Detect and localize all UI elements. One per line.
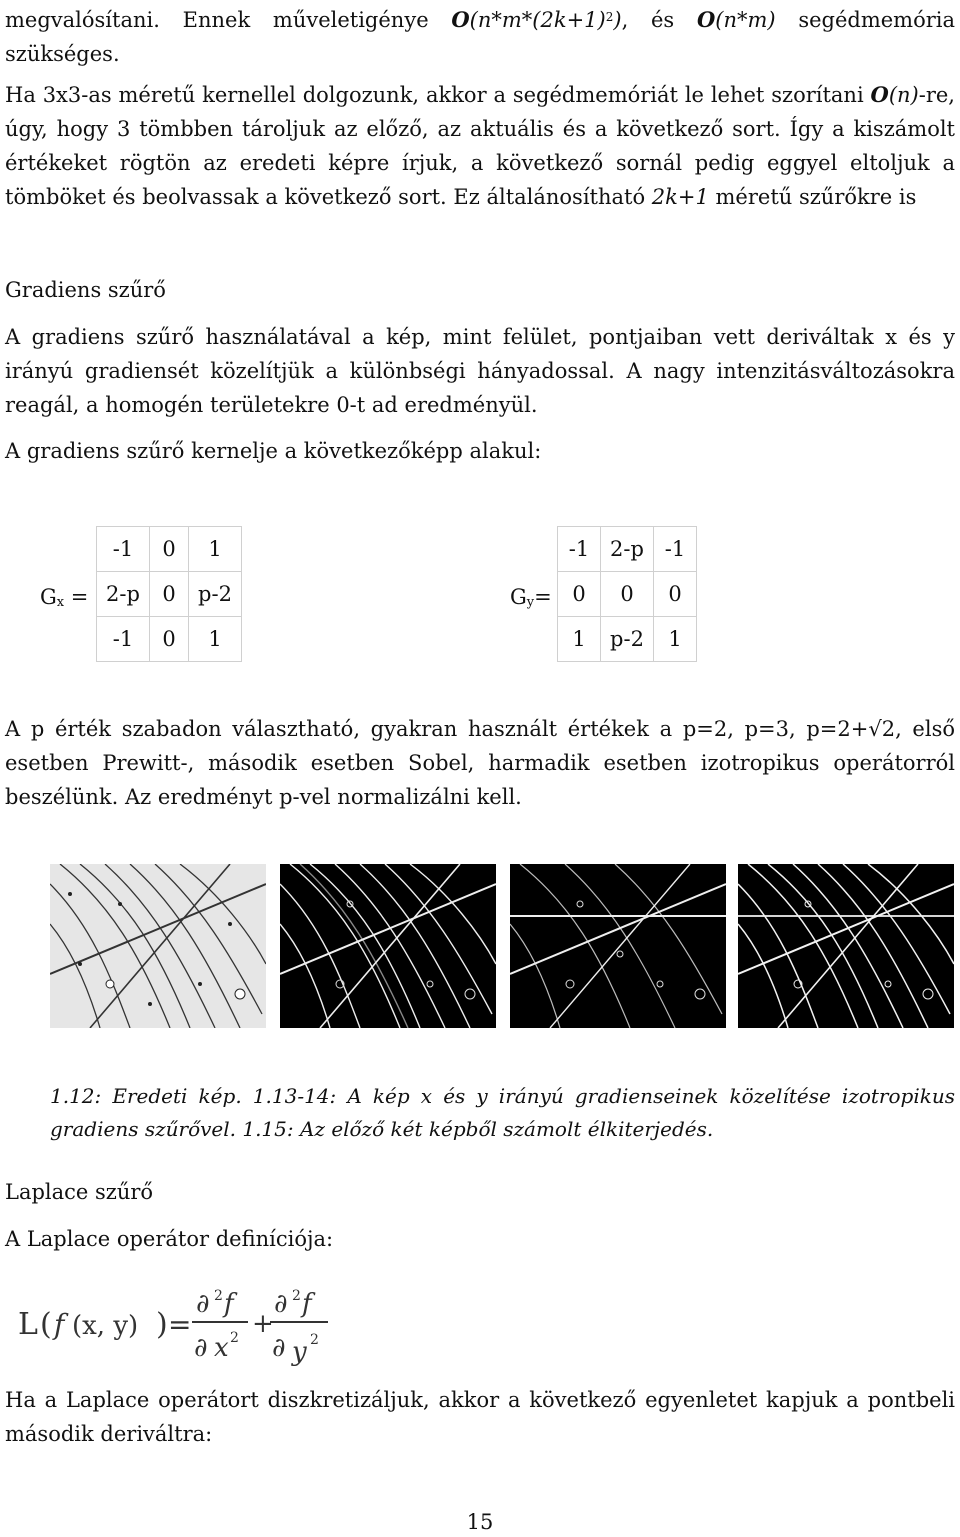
gy-cell: 1 bbox=[654, 617, 697, 662]
gy-row bbox=[558, 617, 697, 662]
intro-paragraph: megvalósítani. Ennek műveletigénye $O(n*m*(2k+1)^2)$, és O(n*m) segédmemória szükséges. bbox=[5, 7, 956, 66]
svg-text:f: f bbox=[54, 1308, 65, 1341]
gx-kernel-table bbox=[96, 526, 242, 662]
complexity-arg: (n*m*(2k+1) bbox=[469, 8, 606, 32]
svg-text:2: 2 bbox=[292, 1288, 301, 1304]
complexity-o: O bbox=[451, 7, 470, 32]
svg-text:L: L bbox=[18, 1307, 38, 1342]
edge-drawing bbox=[738, 864, 954, 1028]
gx-label: $G_x$ = bbox=[40, 585, 89, 610]
sqrt-symbol: √ bbox=[868, 717, 882, 741]
laplace-definition: A Laplace operátor definíciója: bbox=[5, 1227, 334, 1251]
gradient-paragraph: A gradiens szűrő használatával a kép, mint felület, pontjaiban vett deriváltak x és y irányú gradiensét közelítjük a különbségi hányadossal. A nagy intenzitásváltozásokra reagál, a homogén területekre 0-t ad eredményül. bbox=[5, 325, 955, 417]
svg-text:∂: ∂ bbox=[274, 1289, 288, 1319]
gx-cell: 1 bbox=[189, 617, 242, 662]
gy-cell: 0 bbox=[654, 572, 697, 617]
svg-text:∂: ∂ bbox=[194, 1333, 208, 1363]
p-values-paragraph: A p érték szabadon választható, gyakran használt értékek a p=2, p=3, p=2+√2, első esetben Prewitt-, második esetben Sobel, harmadik esetben izotropikus operátorról beszélünk. Az eredményt p-vel normalizálni kell. bbox=[5, 717, 955, 809]
svg-text:2: 2 bbox=[214, 1288, 223, 1304]
gx-cell: 2-p bbox=[97, 572, 150, 617]
gy-kernel-table bbox=[557, 526, 697, 662]
gy-cell: -1 bbox=[654, 527, 697, 572]
gy-cell: p-2 bbox=[601, 617, 654, 662]
gx-cell: p-2 bbox=[189, 572, 242, 617]
svg-text:x: x bbox=[214, 1333, 229, 1363]
gradient-heading: Gradiens szűrő bbox=[5, 278, 166, 302]
gradient-x-image bbox=[280, 864, 496, 1028]
svg-text:f: f bbox=[302, 1289, 312, 1319]
gx-row bbox=[97, 527, 242, 572]
figure-caption: 1.12: Eredeti kép. 1.13-14: A kép x és y irányú gradienseinek közelítése izotropikus gradiens szűrővel. 1.15: Az előző két képből számolt élkiterjedés. bbox=[50, 1084, 955, 1141]
gx-cell: 0 bbox=[150, 527, 189, 572]
svg-text:(x, y): (x, y) bbox=[72, 1311, 139, 1341]
svg-text:y: y bbox=[292, 1337, 307, 1367]
memory-arg: (n*m) bbox=[715, 8, 776, 32]
gx-cell: 0 bbox=[150, 572, 189, 617]
edge-image bbox=[738, 864, 954, 1028]
svg-text:∂: ∂ bbox=[196, 1289, 210, 1319]
gx-cell: 1 bbox=[189, 527, 242, 572]
gx-row bbox=[97, 572, 242, 617]
laplace-discretization: Ha a Laplace operátort diszkretizáljuk, akkor a következő egyenletet kapjuk a pontbeli második deriváltra: bbox=[5, 1388, 955, 1446]
gx-cell: -1 bbox=[97, 527, 150, 572]
filter-size: 2k+1 bbox=[651, 185, 709, 209]
complexity-exponent: 2 bbox=[605, 10, 614, 24]
gy-cell: 0 bbox=[601, 572, 654, 617]
gy-cell: -1 bbox=[558, 527, 601, 572]
svg-text:∂: ∂ bbox=[272, 1333, 286, 1363]
svg-text:): ) bbox=[156, 1307, 168, 1342]
page-number: 15 bbox=[466, 1510, 494, 1534]
gy-row bbox=[558, 572, 697, 617]
memory-o: O bbox=[696, 7, 716, 32]
svg-text:2: 2 bbox=[230, 1330, 239, 1346]
gy-label: $G_y=$ bbox=[510, 585, 552, 610]
memory-paragraph: Ha 3x3-as méretű kernellel dolgozunk, akkor a segédmemóriát le lehet szorítani O(n)-re, úgy, hogy 3 tömbben tároljuk az előző, az aktuális és a következő sort. Így a kiszámolt értékeket rögtön az eredeti képre írjuk, a következő sornál pedig eggyel eltoljuk a tömböket és beolvassak a következő sort. Ez általánosítható 2k+1 méretű szűrőkre is bbox=[5, 82, 955, 209]
gy-cell: 1 bbox=[558, 617, 601, 662]
gy-cell: 0 bbox=[558, 572, 601, 617]
laplace-formula bbox=[16, 1276, 336, 1368]
gradient-y-image bbox=[510, 864, 726, 1028]
svg-text:(: ( bbox=[40, 1307, 52, 1342]
original-image-drawing bbox=[50, 864, 266, 1028]
svg-text:f: f bbox=[224, 1289, 234, 1319]
original-image bbox=[50, 864, 266, 1028]
gx-cell: 0 bbox=[150, 617, 189, 662]
gy-row bbox=[558, 527, 697, 572]
gy-cell: 2-p bbox=[601, 527, 654, 572]
kernel-intro: A gradiens szűrő kernelje a következőképp alakul: bbox=[5, 439, 542, 463]
gradient-y-drawing bbox=[510, 864, 726, 1028]
svg-text:+: + bbox=[252, 1309, 274, 1339]
gradient-x-drawing bbox=[280, 864, 496, 1028]
gx-cell: -1 bbox=[97, 617, 150, 662]
svg-text:2: 2 bbox=[310, 1332, 319, 1348]
laplace-heading: Laplace szűrő bbox=[5, 1180, 154, 1204]
gx-row bbox=[97, 617, 242, 662]
svg-text:=: = bbox=[168, 1308, 192, 1341]
